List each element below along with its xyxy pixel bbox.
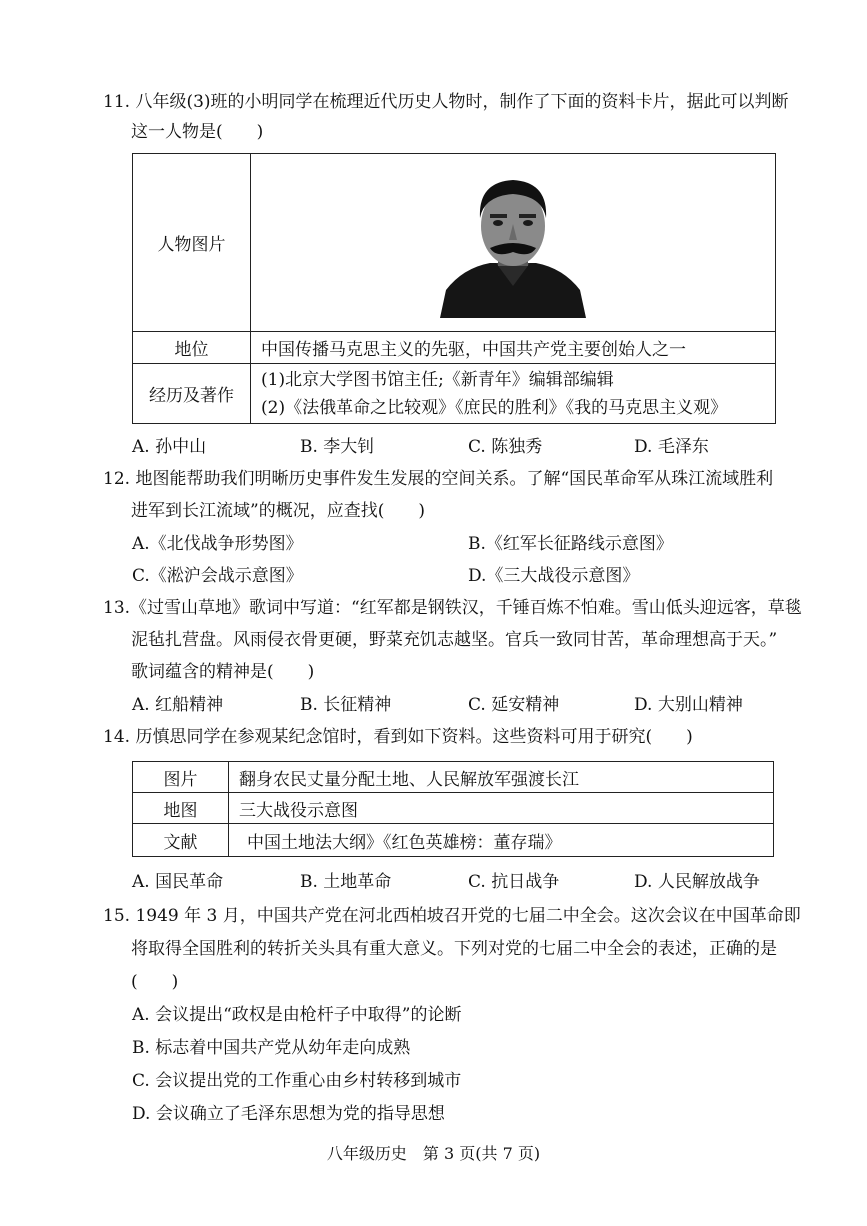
q12-option-b[interactable]: B.《红军长征路线示意图》 [468, 534, 673, 554]
q11-info-card [132, 153, 776, 424]
photo-label: 人物图片 [133, 154, 251, 332]
q15-option-d[interactable]: D. 会议确立了毛泽东思想为党的指导思想 [132, 1104, 445, 1124]
position-label: 地位 [133, 332, 251, 364]
q15-option-b[interactable]: B. 标志着中国共产党从幼年走向成熟 [132, 1038, 411, 1058]
material-value-photo: 翻身农民丈量分配土地、人民解放军强渡长江 [229, 762, 774, 793]
q13-option-b[interactable]: B. 长征精神 [300, 695, 392, 715]
works-cell [251, 364, 776, 424]
q12-stem-line2: 进军到长江流域”的概况，应查找( ) [131, 501, 425, 521]
q12-option-c[interactable]: C.《淞沪会战示意图》 [132, 566, 303, 586]
q13-option-d[interactable]: D. 大别山精神 [634, 695, 743, 715]
q11-stem-line2: 这一人物是( ) [131, 122, 264, 142]
q14-material-table [132, 761, 774, 857]
q14-option-b[interactable]: B. 土地革命 [300, 872, 392, 892]
q13-stem-line3: 歌词蕴含的精神是( ) [131, 662, 315, 682]
material-label-document: 文献 [133, 824, 229, 857]
q12-option-a[interactable]: A.《北伐战争形势图》 [132, 534, 303, 554]
q13-option-a[interactable]: A. 红船精神 [132, 695, 224, 715]
q12-option-d[interactable]: D.《三大战役示意图》 [468, 566, 640, 586]
q11-option-a[interactable]: A. 孙中山 [132, 437, 207, 457]
position-text: 中国传播马克思主义的先驱，中国共产党主要创始人之一 [251, 332, 776, 364]
q11-stem-line1: 11. 八年级(3)班的小明同学在梳理近代历史人物时，制作了下面的资料卡片，据此可以判断 [103, 92, 789, 112]
q11-option-d[interactable]: D. 毛泽东 [634, 437, 709, 457]
q13-stem-line1: 13.《过雪山草地》歌词中写道：“红军都是钢铁汉，千锤百炼不怕难。雪山低头迎远客，草毯 [103, 598, 802, 618]
q12-stem-line1: 12. 地图能帮助我们明晰历史事件发生发展的空间关系。了解“国民革命军从珠江流域胜利 [103, 469, 774, 489]
q15-option-c[interactable]: C. 会议提出党的工作重心由乡村转移到城市 [132, 1071, 462, 1091]
material-label-map: 地图 [133, 793, 229, 824]
q15-option-a[interactable]: A. 会议提出“政权是由枪杆子中取得”的论断 [132, 1005, 462, 1025]
q11-option-c[interactable]: C. 陈独秀 [468, 437, 543, 457]
q14-option-c[interactable]: C. 抗日战争 [468, 872, 560, 892]
material-value-map: 三大战役示意图 [229, 793, 774, 824]
q13-stem-line2: 泥毡扎营盘。风雨侵衣骨更硬，野菜充饥志越坚。官兵一致同甘苦，革命理想高于天。” [131, 630, 778, 650]
q14-stem: 14. 历慎思同学在参观某纪念馆时，看到如下资料。这些资料可用于研究( ) [103, 727, 693, 747]
q15-stem-line1: 15. 1949 年 3 月，中国共产党在河北西柏坡召开党的七届二中全会。这次会议在中国革命即 [103, 906, 801, 926]
works-line2: (2)《法俄革命之比较观》《庶民的胜利》《我的马克思主义观》 [261, 397, 728, 418]
q15-stem-line3: ( ) [131, 972, 179, 992]
works-line1: (1)北京大学图书馆主任;《新青年》编辑部编辑 [261, 369, 614, 390]
q14-option-a[interactable]: A. 国民革命 [132, 872, 224, 892]
portrait-image [438, 168, 588, 318]
q15-stem-line2: 将取得全国胜利的转折关头具有重大意义。下列对党的七届二中全会的表述，正确的是 [131, 939, 777, 959]
material-label-photo: 图片 [133, 762, 229, 793]
q11-option-b[interactable]: B. 李大钊 [300, 437, 375, 457]
page-footer: 八年级历史 第 3 页(共 7 页) [326, 1144, 541, 1163]
q13-option-c[interactable]: C. 延安精神 [468, 695, 560, 715]
portrait-cell [251, 154, 776, 332]
material-value-document: 中国土地法大纲》《红色英雄榜：董存瑞》 [229, 824, 774, 857]
works-label: 经历及著作 [133, 364, 251, 424]
q14-option-d[interactable]: D. 人民解放战争 [634, 872, 760, 892]
